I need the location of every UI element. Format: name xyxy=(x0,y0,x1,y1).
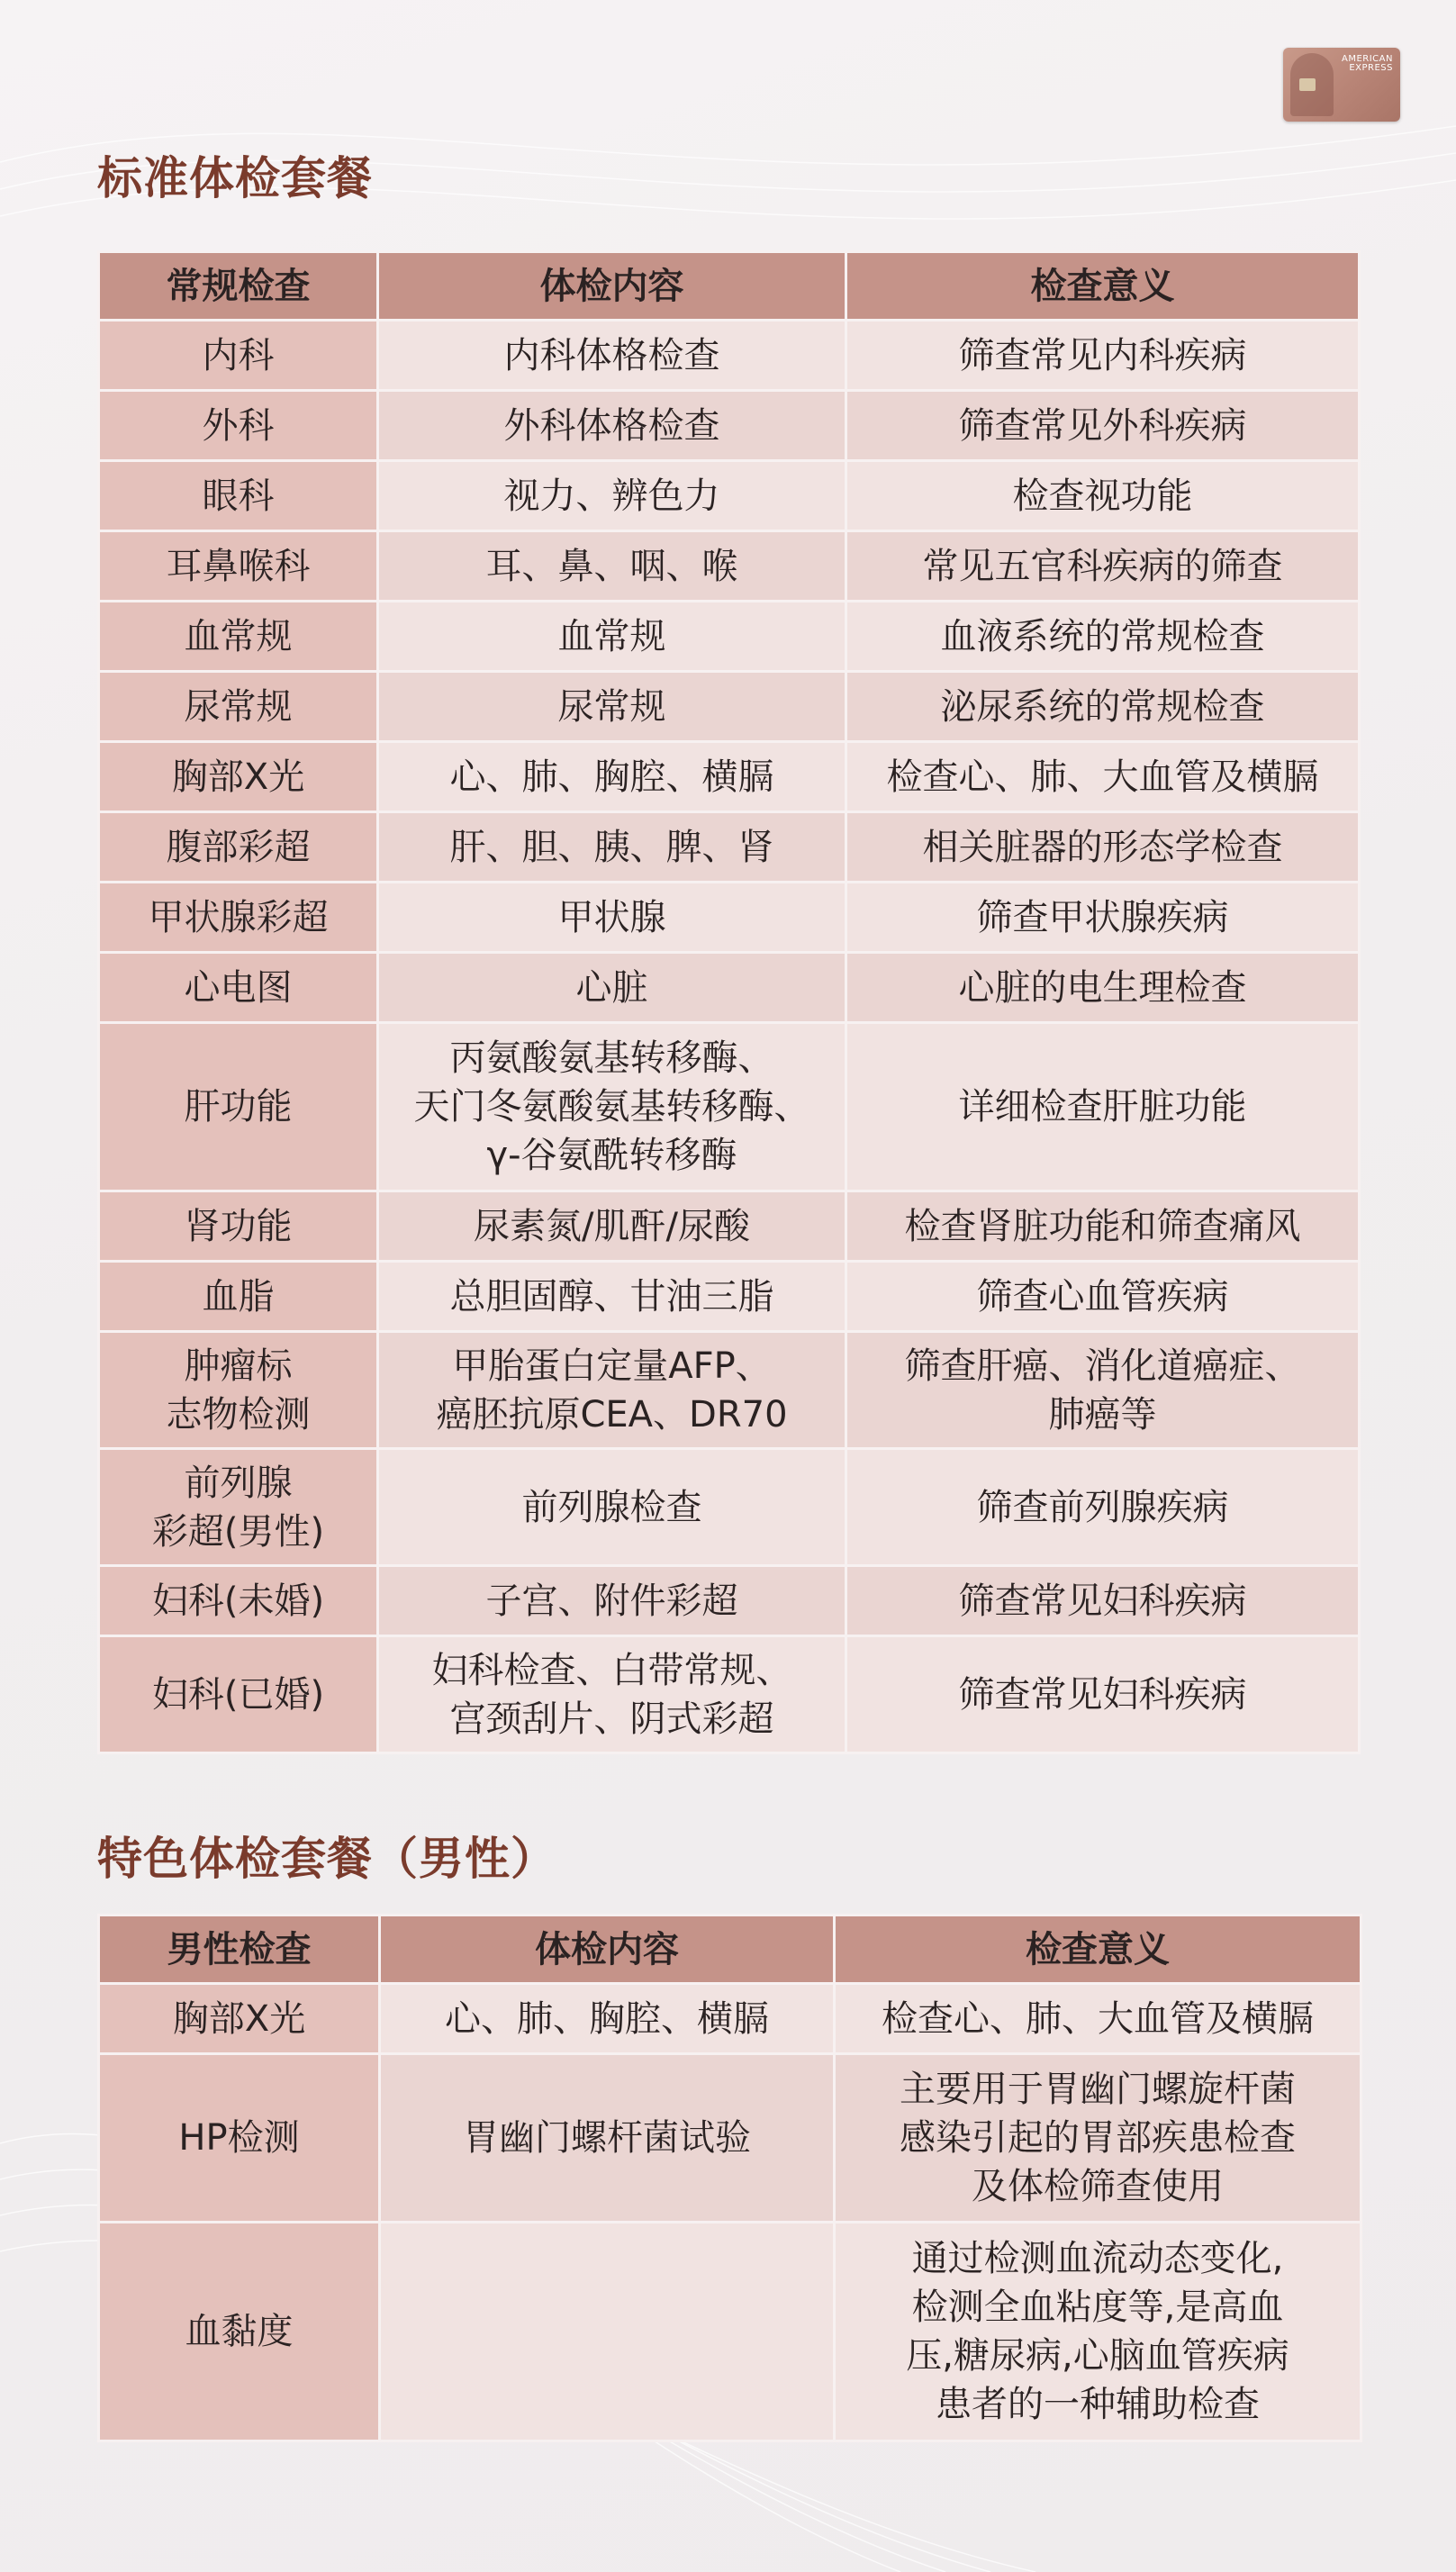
meaning-cell: 详细检查肝脏功能 xyxy=(846,1023,1360,1191)
content-cell: 心、肺、胸腔、横膈 xyxy=(380,1984,835,2054)
male-package-title: 特色体检套餐（男性） xyxy=(97,1833,556,1885)
check-item-cell: 胸部X光 xyxy=(99,1984,380,2054)
meaning-cell xyxy=(835,2054,1361,2223)
column-header: 检查意义 xyxy=(835,1915,1361,1984)
table-row xyxy=(99,672,1360,742)
table-row xyxy=(99,1449,1360,1566)
cell-line: 肺癌等 xyxy=(1048,1393,1157,1435)
content-cell: 视力、辨色力 xyxy=(378,461,846,531)
cell-line: 志物检测 xyxy=(166,1393,311,1435)
check-item-cell: 内科 xyxy=(99,321,378,391)
male-package-table xyxy=(97,1914,1362,2442)
content-cell: 总胆固醇、甘油三脂 xyxy=(378,1262,846,1332)
content-cell: 内科体格检查 xyxy=(378,321,846,391)
cell-line: 癌胚抗原CEA、DR70 xyxy=(436,1393,788,1435)
check-item-cell: 肾功能 xyxy=(99,1191,378,1262)
content-cell xyxy=(378,1023,846,1191)
content-cell xyxy=(378,1332,846,1449)
table-row xyxy=(99,812,1360,883)
cell-line: γ-谷氨酰转移酶 xyxy=(486,1135,737,1176)
cell-line: 妇科检查、白带常规、 xyxy=(431,1649,792,1691)
check-item-cell: 妇科(已婚) xyxy=(99,1636,378,1753)
column-header: 体检内容 xyxy=(380,1915,835,1984)
meaning-cell: 筛查心血管疾病 xyxy=(846,1262,1360,1332)
meaning-cell: 筛查前列腺疾病 xyxy=(846,1449,1360,1566)
content-cell xyxy=(380,2223,835,2441)
cell-line: 主要用于胃幽门螺旋杆菌 xyxy=(900,2069,1296,2110)
table-row xyxy=(99,1262,1360,1332)
cell-line: 感染引起的胃部疾患检查 xyxy=(900,2117,1296,2159)
content-cell: 血常规 xyxy=(378,602,846,672)
column-header: 体检内容 xyxy=(378,252,846,321)
check-item-cell: 尿常规 xyxy=(99,672,378,742)
table-row xyxy=(99,2223,1361,2441)
cell-line: 宫颈刮片、阴式彩超 xyxy=(449,1698,774,1740)
meaning-cell: 筛查常见内科疾病 xyxy=(846,321,1360,391)
table-row xyxy=(99,1191,1360,1262)
meaning-cell: 筛查常见妇科疾病 xyxy=(846,1636,1360,1753)
check-item-cell xyxy=(99,1449,378,1566)
meaning-cell: 血液系统的常规检查 xyxy=(846,602,1360,672)
table-row xyxy=(99,1566,1360,1636)
content-cell: 心脏 xyxy=(378,953,846,1023)
content-cell: 心、肺、胸腔、横膈 xyxy=(378,742,846,812)
cell-line: 前列腺 xyxy=(184,1462,293,1504)
column-header: 男性检查 xyxy=(99,1915,380,1984)
cell-line: 肿瘤标 xyxy=(184,1345,293,1387)
content-cell: 肝、胆、胰、脾、肾 xyxy=(378,812,846,883)
column-header: 检查意义 xyxy=(846,252,1360,321)
content-cell: 甲状腺 xyxy=(378,883,846,953)
meaning-cell: 筛查常见外科疾病 xyxy=(846,391,1360,461)
table-row xyxy=(99,883,1360,953)
cell-line: 彩超(男性) xyxy=(151,1510,325,1553)
check-item-cell: 妇科(未婚) xyxy=(99,1566,378,1636)
check-item-cell: 血常规 xyxy=(99,602,378,672)
content-cell: 耳、鼻、咽、喉 xyxy=(378,531,846,602)
table-row xyxy=(99,1332,1360,1449)
check-item-cell xyxy=(99,1332,378,1449)
amex-card-logo xyxy=(1283,48,1400,122)
cell-line: 丙氨酸氨基转移酶、 xyxy=(449,1037,774,1079)
meaning-cell: 检查肾脏功能和筛查痛风 xyxy=(846,1191,1360,1262)
check-item-cell: HP检测 xyxy=(99,2054,380,2223)
content-cell: 外科体格检查 xyxy=(378,391,846,461)
cell-line: 检测全血粘度等,是高血 xyxy=(911,2287,1284,2328)
content-cell: 尿素氮/肌酐/尿酸 xyxy=(378,1191,846,1262)
meaning-cell: 常见五官科疾病的筛查 xyxy=(846,531,1360,602)
meaning-cell xyxy=(835,2223,1361,2441)
content-cell xyxy=(378,1636,846,1753)
cell-line: 患者的一种辅助检查 xyxy=(936,2384,1260,2425)
table-row xyxy=(99,1984,1361,2054)
table-row xyxy=(99,461,1360,531)
content-cell: 胃幽门螺杆菌试验 xyxy=(380,2054,835,2223)
meaning-cell xyxy=(846,1332,1360,1449)
content-cell: 尿常规 xyxy=(378,672,846,742)
table-row xyxy=(99,1023,1360,1191)
check-item-cell: 眼科 xyxy=(99,461,378,531)
table-row xyxy=(99,321,1360,391)
meaning-cell: 检查心、肺、大血管及横膈 xyxy=(846,742,1360,812)
meaning-cell: 检查心、肺、大血管及横膈 xyxy=(835,1984,1361,2054)
cell-line: 甲胎蛋白定量AFP、 xyxy=(452,1345,772,1387)
meaning-cell: 相关脏器的形态学检查 xyxy=(846,812,1360,883)
content-cell: 前列腺检查 xyxy=(378,1449,846,1566)
cell-line: 筛查肝癌、消化道癌症、 xyxy=(904,1345,1301,1387)
card-chip xyxy=(1299,78,1316,91)
check-item-cell: 胸部X光 xyxy=(99,742,378,812)
meaning-cell: 泌尿系统的常规检查 xyxy=(846,672,1360,742)
content-cell: 子宫、附件彩超 xyxy=(378,1566,846,1636)
table-row xyxy=(99,391,1360,461)
cell-line: 通过检测血流动态变化, xyxy=(911,2238,1284,2279)
check-item-cell: 肝功能 xyxy=(99,1023,378,1191)
check-item-cell: 血脂 xyxy=(99,1262,378,1332)
table-row xyxy=(99,531,1360,602)
table-row xyxy=(99,742,1360,812)
card-brand: AMERICAN EXPRESS xyxy=(1342,54,1393,73)
table-header-row xyxy=(99,1915,1361,1984)
cell-line: 及体检筛查使用 xyxy=(972,2166,1224,2207)
check-item-cell: 耳鼻喉科 xyxy=(99,531,378,602)
check-item-cell: 血黏度 xyxy=(99,2223,380,2441)
check-item-cell: 腹部彩超 xyxy=(99,812,378,883)
table-row xyxy=(99,953,1360,1023)
meaning-cell: 检查视功能 xyxy=(846,461,1360,531)
cell-line: 天门冬氨酸氨基转移酶、 xyxy=(413,1086,810,1128)
check-item-cell: 甲状腺彩超 xyxy=(99,883,378,953)
check-item-cell: 外科 xyxy=(99,391,378,461)
table-header-row xyxy=(99,252,1360,321)
meaning-cell: 筛查甲状腺疾病 xyxy=(846,883,1360,953)
table-row xyxy=(99,602,1360,672)
check-item-cell: 心电图 xyxy=(99,953,378,1023)
column-header: 常规检查 xyxy=(99,252,378,321)
meaning-cell: 心脏的电生理检查 xyxy=(846,953,1360,1023)
standard-package-table xyxy=(97,250,1361,1754)
table-row xyxy=(99,2054,1361,2223)
standard-package-title: 标准体检套餐 xyxy=(97,152,373,204)
table-row xyxy=(99,1636,1360,1753)
meaning-cell: 筛查常见妇科疾病 xyxy=(846,1566,1360,1636)
cell-line: 压,糖尿病,心脑血管疾病 xyxy=(906,2335,1289,2377)
